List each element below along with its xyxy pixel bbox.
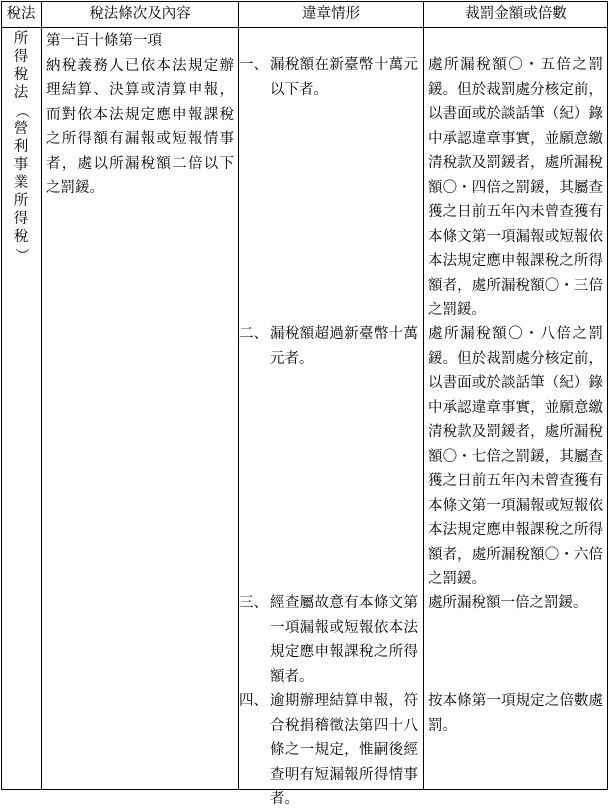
penalty-text-1: 處所漏稅額〇・五倍之罰鍰。但於裁罰處分核定前，以書面或於談話筆（紀）錄中承認違章事實，並願意繳清稅款及罰鍰者，處所漏稅額〇・四倍之罰鍰，其屬查獲之日前五年內未曾查獲有本條文第一項漏報或短報依本法規定應申報課稅之所得額者，處所漏稅額〇・三倍之罰鍰。 (428, 57, 603, 318)
situation-item-3 (239, 591, 421, 701)
header-article: 稅法條次及內容 (89, 6, 191, 22)
tax-law-name (10, 30, 32, 264)
situation-item-1 (239, 53, 421, 153)
item-number: 一、 (239, 57, 268, 73)
tax-law-main: 所 得 稅 法 (13, 31, 29, 101)
situation-item-2 (239, 322, 421, 422)
situation-text: 漏稅額超過新臺幣十萬元者。 (270, 326, 418, 367)
column-divider (423, 1, 424, 790)
header-divider (1, 27, 608, 28)
item-number: 二、 (239, 326, 268, 342)
column-divider (41, 1, 42, 790)
situation-text: 漏稅額在新臺幣十萬元以下者。 (270, 57, 418, 98)
article-content: 納稅義務人已依本法規定辦理結算、決算或清算申報，而對依本法規定應申報課稅之所得額有漏報或短報情事者，處以所漏稅額二倍以下之罰鍰。 (46, 57, 234, 196)
header-situation: 違章情形 (302, 6, 360, 22)
penalty-text-2: 處所漏稅額〇・八倍之罰鍰。但於裁罰處分核定前，以書面或於談話筆（紀）錄中承認違章事實，並願意繳清稅款及罰鍰者，處所漏稅額〇・七倍之罰鍰，其屬查獲之日前五年內未曾查獲有本條文第一項漏報或短報依本法規定應申報課稅之所得額者，處所漏稅額〇・六倍之罰鍰。 (428, 326, 603, 587)
penalty-text-4: 按本條第一項規定之倍數處罰。 (428, 693, 603, 734)
item-number: 三、 (239, 595, 268, 611)
header-tax-law: 稅法 (6, 6, 36, 22)
article-number: 第一百十條第一項 (46, 33, 162, 49)
situation-text: 經查屬故意有本條文第一項漏報或短報依本法規定應申報課稅之所得額者。 (270, 595, 418, 685)
tax-law-subtitle: （ 營 利 事 業 所 得 稅 ） (13, 103, 29, 263)
penalty-text-3: 處所漏稅額一倍之罰鍰。 (428, 595, 588, 611)
situation-item-4 (239, 689, 421, 807)
article-cell (46, 29, 234, 201)
item-number: 四、 (239, 693, 268, 709)
header-penalty: 裁罰金額或倍數 (465, 6, 567, 22)
situation-text: 逾期辦理結算申報，符合稅捐稽徵法第四十八條之一規定，惟嗣後經查明有短漏報所得情事者。 (270, 693, 418, 807)
